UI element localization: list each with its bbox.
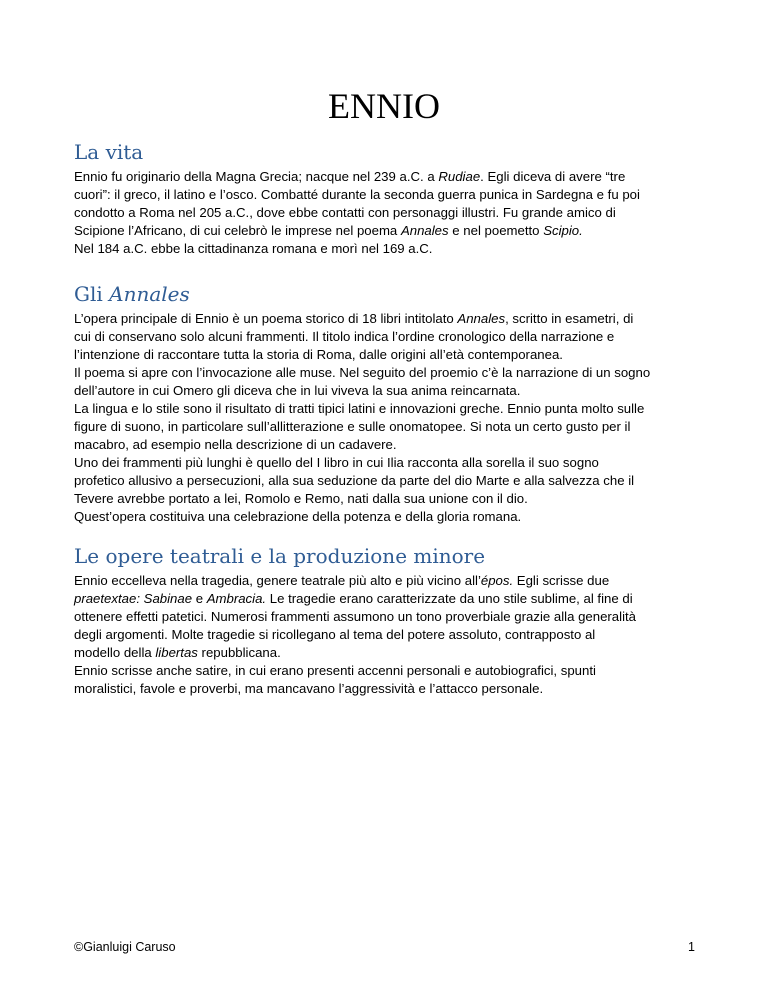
text-line: Ennio eccelleva nella tragedia, genere teatrale più alto e più vicino all’épos. Egli scrisse due <box>74 573 610 588</box>
text-line: Ennio scrisse anche satire, in cui erano presenti accenni personali e autobiografici, spunti <box>74 663 596 678</box>
italic-term: Scipio. <box>543 223 583 238</box>
text-line: L’opera principale di Ennio è un poema storico di 18 libri intitolato Annales, scritto in esametri, di <box>74 311 634 326</box>
text-line: La lingua e lo stile sono il risultato di tratti tipici latini e innovazioni greche. Ennio punta molto sulle <box>74 401 645 416</box>
text-line: Scipione l’Africano, di cui celebrò le imprese nel poema Annales e nel poemetto Scipio. <box>74 223 583 238</box>
text-line: l’intenzione di raccontare tutta la storia di Roma, dalle origini all’età contemporanea. <box>74 347 563 362</box>
text-line: praetextae: Sabinae e Ambracia. Le tragedie erano caratterizzate da uno stile sublime, al fine di <box>74 591 633 606</box>
italic-term: Rudiae <box>438 169 481 184</box>
section-heading-vita: La vita <box>74 140 144 164</box>
paragraph-annales <box>74 310 700 526</box>
document-title: ENNIO <box>328 86 440 126</box>
heading-annales-prefix: Gli <box>74 282 110 306</box>
text-line: Nel 184 a.C. ebbe la cittadinanza romana e morì nel 169 a.C. <box>74 241 433 256</box>
text-line: condotto a Roma nel 205 a.C., dove ebbe contatti con personaggi illustri. Fu grande amico di <box>74 205 616 220</box>
paragraph-opere <box>74 572 700 698</box>
paragraph-vita <box>74 168 700 258</box>
text-line: modello della libertas repubblicana. <box>74 645 281 660</box>
italic-term: épos. <box>480 573 514 588</box>
text-line: Ennio fu originario della Magna Grecia; nacque nel 239 a.C. a Rudiae. Egli diceva di avere “tre <box>74 169 626 184</box>
text-line: profetico allusivo a persecuzioni, alla sua seduzione da parte del dio Marte e alla salvezza che il <box>74 473 635 488</box>
text-line: ottenere effetti patetici. Numerosi frammenti assumono un tono proverbiale grazie alla generalità <box>74 609 636 624</box>
italic-term: praetextae: Sabinae <box>74 591 193 606</box>
section-opere <box>74 542 700 698</box>
text-line: degli argomenti. Molte tragedie si ricollegano al tema del potere assoluto, contrapposto al <box>74 627 596 642</box>
italic-term: Annales <box>457 311 506 326</box>
section-vita <box>74 138 700 258</box>
text-line: Tevere avrebbe portato a lei, Romolo e Remo, nati dalla sua unione con il dio. <box>74 491 528 506</box>
heading-annales-italic: Annales <box>109 282 190 306</box>
section-heading-annales <box>74 280 700 308</box>
footer-page-number: 1 <box>688 940 695 954</box>
italic-term: libertas <box>155 645 198 660</box>
text-line: dell’autore in cui Omero gli diceva che in lui viveva la sua anima reincarnata. <box>74 383 521 398</box>
text-line: Uno dei frammenti più lunghi è quello del I libro in cui Ilia racconta alla sorella il suo sogno <box>74 455 599 470</box>
text-line: cui di conservano solo alcuni frammenti. Il titolo indica l’ordine cronologico della narrazione e <box>74 329 615 344</box>
text-line: Quest’opera costituiva una celebrazione della potenza e della gloria romana. <box>74 509 522 524</box>
text-line: Il poema si apre con l’invocazione alle muse. Nel seguito del proemio c’è la narrazione di un sogno <box>74 365 651 380</box>
text-line: figure di suono, in particolare sull’allitterazione e sulle onomatopee. Si nota un certo gusto per il <box>74 419 631 434</box>
italic-term: Ambracia. <box>206 591 267 606</box>
footer-author: ©Gianluigi Caruso <box>74 940 176 954</box>
text-line: macabro, ad esempio nella descrizione di un cadavere. <box>74 437 397 452</box>
text-line: moralistici, favole e proverbi, ma mancavano l’aggressività e l’attacco personale. <box>74 681 544 696</box>
text-line: cuori”: il greco, il latino e l’osco. Combatté durante la seconda guerra punica in Sardegna e fu poi <box>74 187 640 202</box>
section-annales <box>74 280 700 526</box>
italic-term: Annales <box>400 223 449 238</box>
section-heading-opere: Le opere teatrali e la produzione minore <box>74 544 486 568</box>
